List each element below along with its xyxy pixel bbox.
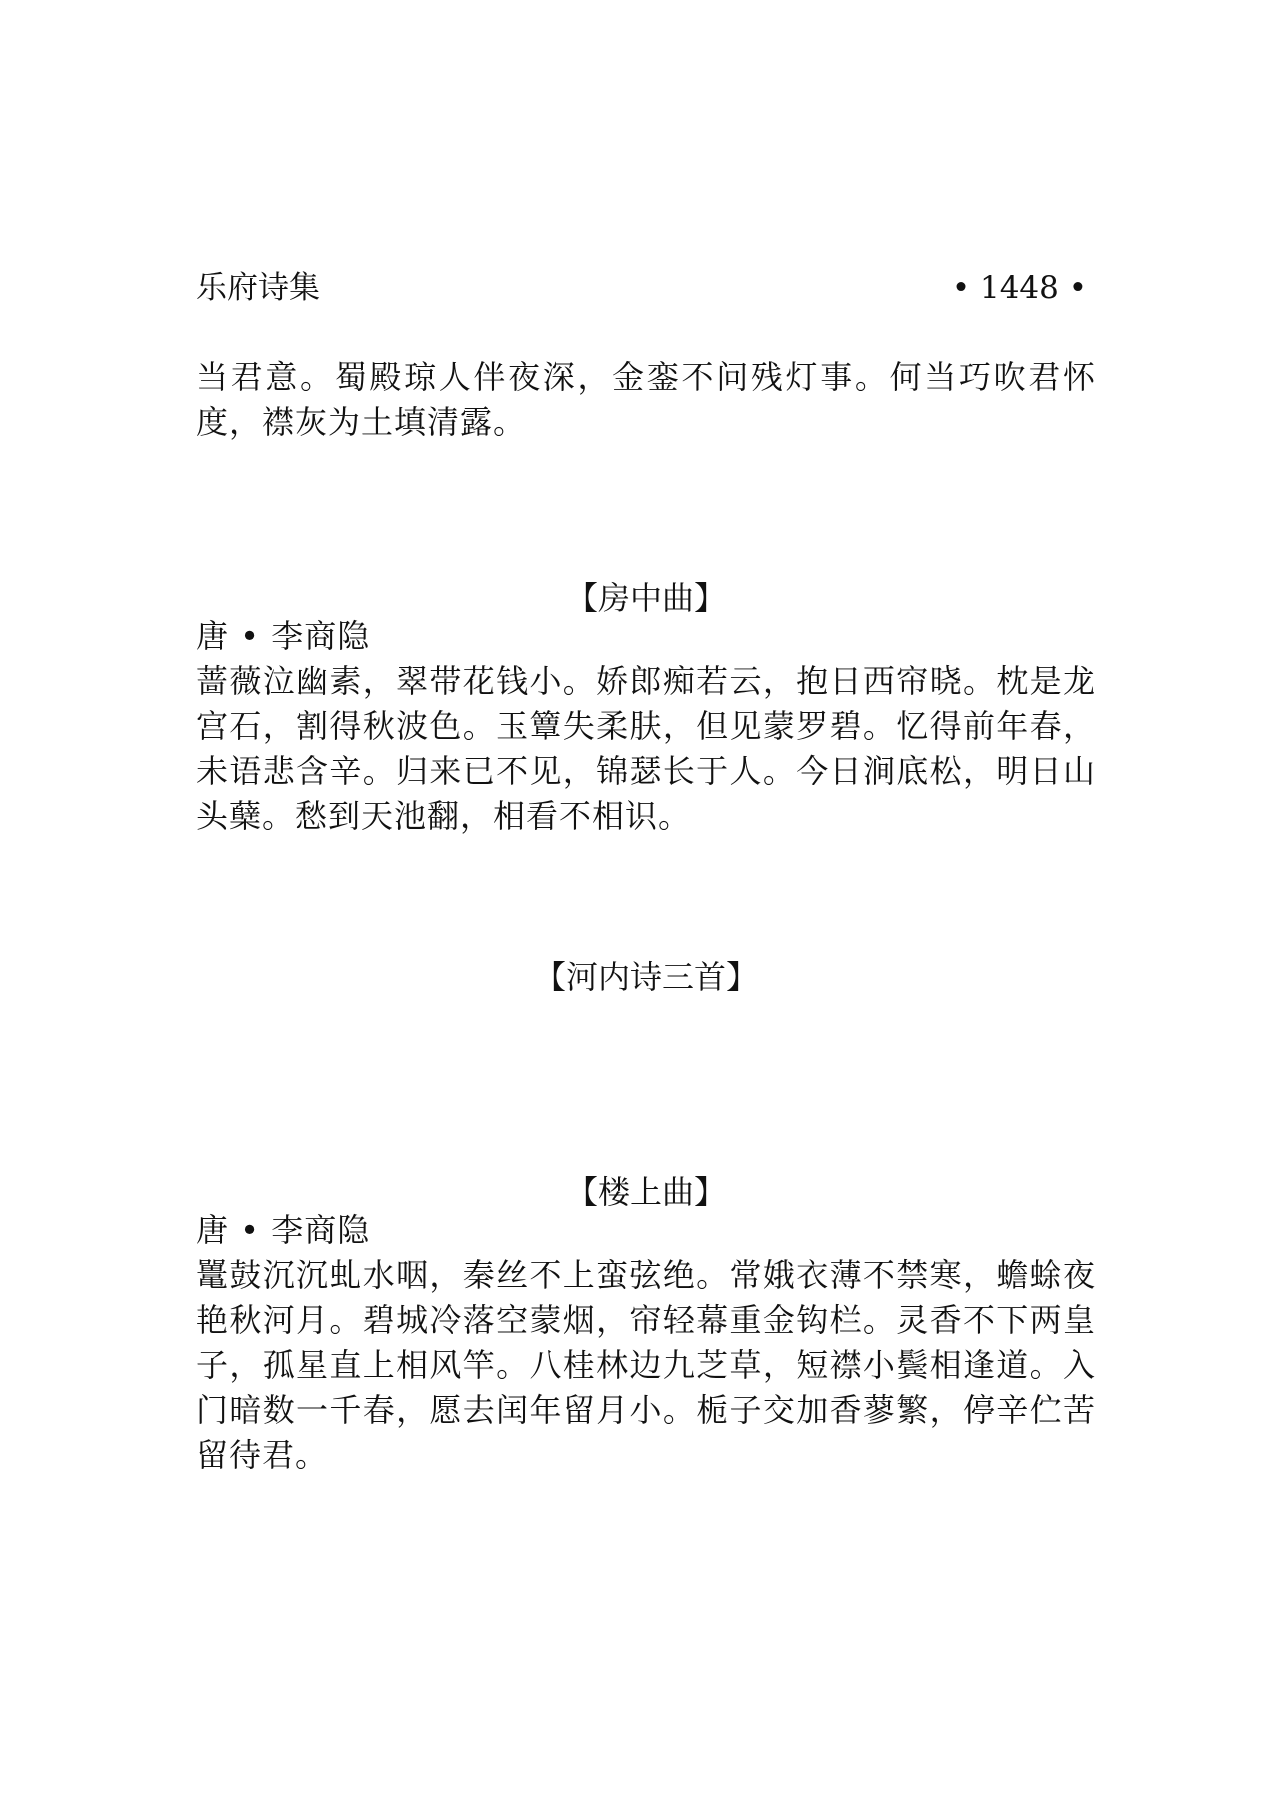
running-header <box>196 268 1087 308</box>
poem-author: 唐 • 李商隐 <box>196 617 371 655</box>
poem-text: 鼍鼓沉沉虬水咽，秦丝不上蛮弦绝。常娥衣薄不禁寒，蟾蜍夜艳秋河月。碧城冷落空蒙烟，帘轻幕重金钩栏。灵香不下两皇子，孤星直上相风竿。八桂林边九芝草，短襟小鬓相逢道。入门暗数一千春，愿去闰年留月小。栀子交加香蓼繁，停辛伫苦留待君。 <box>196 1256 1096 1474</box>
poem-body-fangzhongqu <box>196 614 1096 839</box>
poem-author: 唐 • 李商隐 <box>196 1211 371 1249</box>
page-number: • 1448 • <box>951 270 1087 306</box>
poem-body-loushangqu <box>196 1208 1096 1478</box>
poem-title-henei: 【河内诗三首】 <box>533 958 758 996</box>
book-title: 乐府诗集 <box>196 270 320 306</box>
poem-title-fangzhongqu: 【房中曲】 <box>565 579 726 617</box>
poem-text: 蔷薇泣幽素，翠带花钱小。娇郎痴若云，抱日西帘晓。枕是龙宫石，割得秋波色。玉簟失柔肤，但见蒙罗碧。忆得前年春，未语悲含辛。归来已不见，锦瑟长于人。今日涧底松，明日山头蘖。愁到天池翻，相看不相识。 <box>196 662 1096 835</box>
poem-title-loushangqu: 【楼上曲】 <box>565 1173 726 1211</box>
continuation-text: 当君意。蜀殿琼人伴夜深，金銮不问残灯事。何当巧吹君怀度，襟灰为土填清露。 <box>196 358 1096 441</box>
